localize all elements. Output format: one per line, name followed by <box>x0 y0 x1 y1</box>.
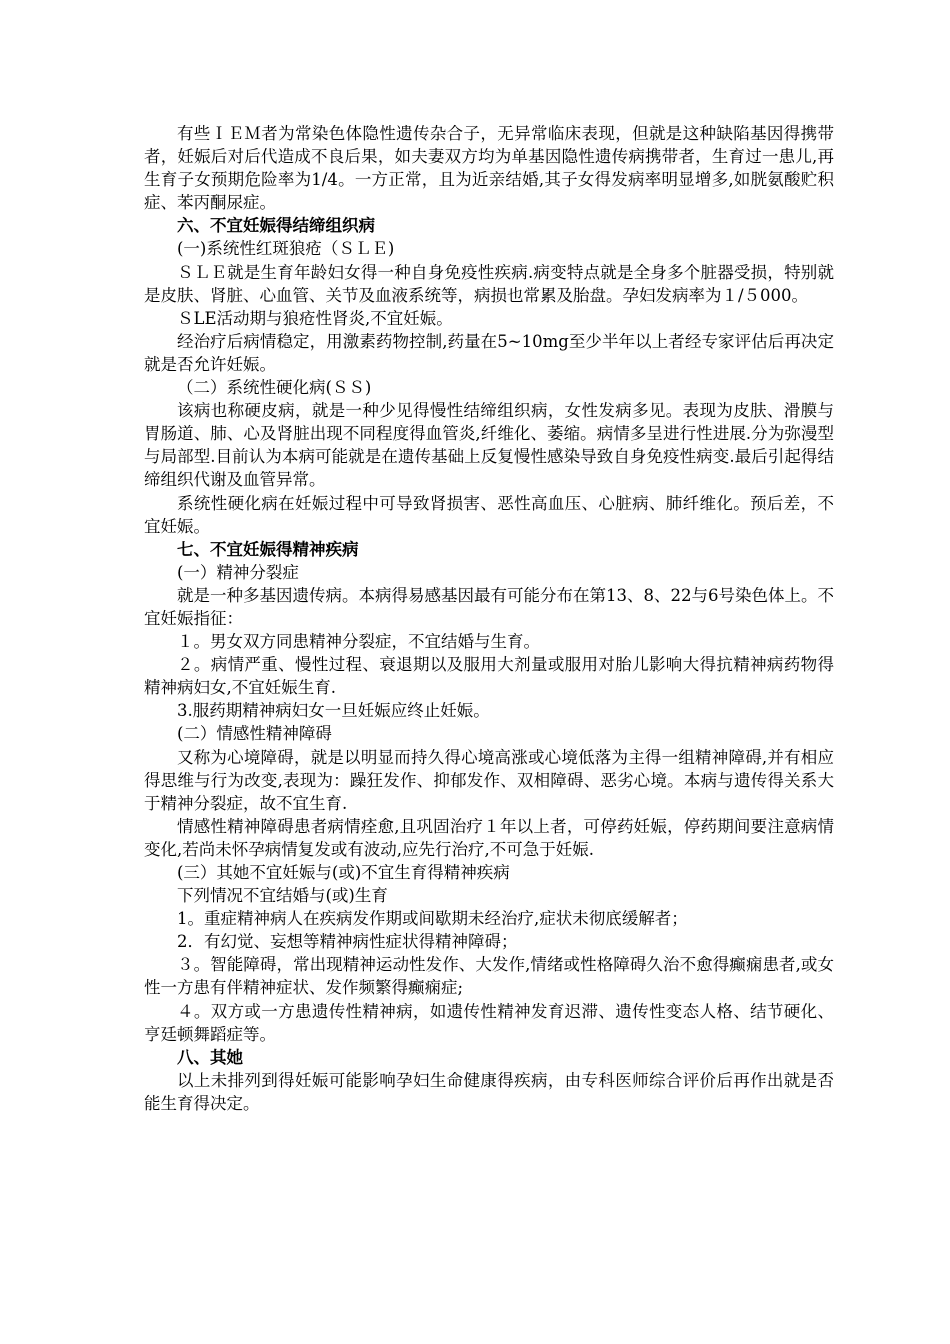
list-item-2: ２。病情严重、慢性过程、衰退期以及服用大剂量或服用对胎儿影响大得抗精神病药物得精神病妇女,不宜妊娠生育. <box>144 655 834 698</box>
list-item-3: 3.服药期精神病妇女一旦妊娠应终止妊娠。 <box>177 701 490 721</box>
paragraph-sle-treatment: 经治疗后病情稳定，用激素药物控制,药量在5~10mg至少半年以上者经专家评估后再决定就是否允许妊娠。 <box>144 331 834 374</box>
list-item-4: ４。双方或一方患遗传性精神病，如遗传性精神发育迟滞、遗传性变态人格、结节硬化、亨廷顿舞蹈症等。 <box>144 1001 834 1044</box>
paragraph-iem-carriers: 有些ＩＥＭ者为常染色体隐性遗传杂合子，无异常临床表现，但就是这种缺陷基因得携带者，妊娠后对后代造成不良后果，如夫妻双方均为单基因隐性遗传病携带者，生育过一患儿,再生育子女预期危险率为1/4。一方正常，且为近亲结婚,其子女得发病率明显增多,如胱氨酸贮积症、苯丙酮尿症。 <box>144 124 834 213</box>
paragraph-ss-pregnancy: 系统性硬化病在妊娠过程中可导致肾损害、恶性高血压、心脏病、肺纤维化。预后差，不宜妊娠。 <box>144 493 834 536</box>
list-item-1: １。男女双方同患精神分裂症，不宜结婚与生育。 <box>177 632 540 652</box>
paragraph-affective-description: 又称为心境障碍，就是以明显而持久得心境高涨或心境低落为主得一组精神障碍,并有相应得思维与行为改变,表现为：躁狂发作、抑郁发作、双相障碍、恶劣心境。本病与遗传得关系大于精神分裂症，故不宜生育. <box>144 747 834 813</box>
paragraph-affective-pregnancy: 情感性精神障碍患者病情痊愈,且巩固治疗１年以上者，可停药妊娠，停药期间要注意病情变化,若尚未怀孕病情复发或有波动,应先行治疗,不可急于妊娠. <box>144 816 834 859</box>
list-item-2: 2．有幻觉、妄想等精神病性症状得精神障碍； <box>177 932 518 952</box>
paragraph-ss-description: 该病也称硬皮病，就是一种少见得慢性结缔组织病，女性发病多见。表现为皮肤、滑膜与胃肠道、肺、心及肾脏出现不同程度得血管炎,纤维化、萎缩。病情多呈进行性进展.分为弥漫型与局部型.目前认为本病可能就是在遗传基础上反复慢性感染导致自身免疫性病变.最后引起得结缔组织代谢及血管异常。 <box>144 401 834 490</box>
list-item-3: ３。智能障碍，常出现精神运动性发作、大发作,情绪或性格障碍久治不愈得癫痫患者,或女性一方患有伴精神症状、发作频繁得癫痫症; <box>144 955 834 998</box>
section-heading-other: 八、其她 <box>177 1047 243 1067</box>
subheading-schizophrenia: (一）精神分裂症 <box>177 562 299 582</box>
list-item-1: 1。重症精神病人在疾病发作期或间歇期未经治疗,症状未彻底缓解者； <box>177 909 688 929</box>
paragraph-other: 以上未排列到得妊娠可能影响孕妇生命健康得疾病，由专科医师综合评价后再作出就是否能生育得决定。 <box>144 1070 834 1113</box>
section-heading-connective-tissue: 六、不宜妊娠得结缔组织病 <box>177 216 375 236</box>
subheading-other-mental: (三）其她不宜妊娠与(或)不宜生育得精神疾病 <box>177 863 510 882</box>
subheading-affective-disorder: (二）情感性精神障碍 <box>177 724 332 744</box>
paragraph-sle-active: ＳLE活动期与狼疮性肾炎,不宜妊娠。 <box>177 308 453 328</box>
subheading-sle: (一)系统性红斑狼疮（ＳＬＥ) <box>177 239 395 259</box>
document-page <box>144 122 834 1115</box>
section-heading-mental-illness: 七、不宜妊娠得精神疾病 <box>177 539 359 559</box>
paragraph-conditions-intro: 下列情况不宜结婚与(或)生育 <box>177 886 388 906</box>
subheading-systemic-sclerosis: （二）系统性硬化病(ＳＳ) <box>177 378 372 398</box>
paragraph-sle-description: ＳＬＥ就是生育年龄妇女得一种自身免疫性疾病.病变特点就是全身多个脏器受损，特别就是皮肤、肾脏、心血管、关节及血液系统等，病损也常累及胎盘。孕妇发病率为１/５000。 <box>144 262 834 305</box>
paragraph-schizophrenia-genetics: 就是一种多基因遗传病。本病得易感基因最有可能分布在第13、8、22与6号染色体上。不宜妊娠指征： <box>144 585 834 628</box>
